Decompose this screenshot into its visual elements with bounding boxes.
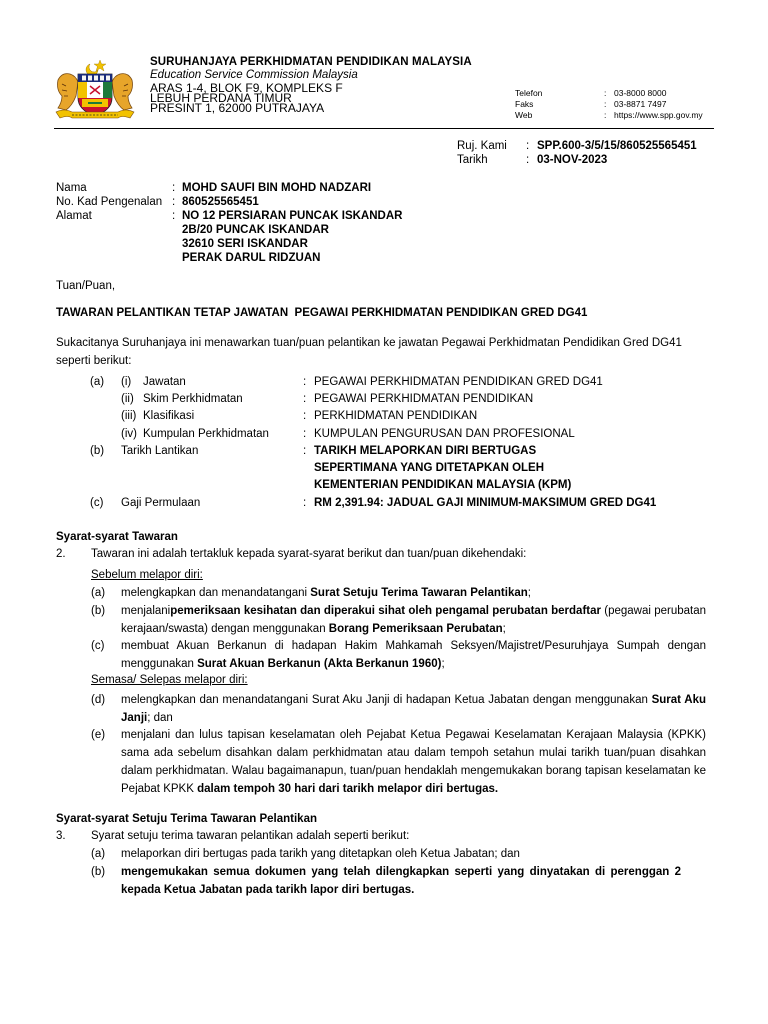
colon: : <box>303 445 307 457</box>
ic-label: No. Kad Pengenalan <box>56 196 163 208</box>
recipient-address-line-1: NO 12 PERSIARAN PUNCAK ISKANDAR <box>182 210 403 222</box>
organization-name: SURUHANJAYA PERKHIDMATAN PENDIDIKAN MALAYSIA <box>150 56 472 68</box>
ic-number: 860525565451 <box>182 196 259 208</box>
list-label: (d) <box>91 694 106 706</box>
date-label: Tarikh <box>457 154 488 166</box>
list-label: (b) <box>91 866 106 878</box>
condition-a: melengkapkan dan menandatangani Surat Setuju Terima Tawaran Pelantikan; <box>121 587 531 599</box>
acceptance-condition-a: melaporkan diri bertugas pada tarikh yang ditetapkan oleh Ketua Jabatan; dan <box>121 848 520 860</box>
appointment-date-line-2: SEPERTIMANA YANG DITETAPKAN OLEH <box>314 462 545 474</box>
name-label: Nama <box>56 182 87 194</box>
condition-b: menjalanipemeriksaan kesihatan dan diperakui sihat oleh pengamal perubatan berdaftar (pegawai perubatan kerajaan/swasta) dengan menggunakan Borang Pemeriksaan Perubatan; <box>121 605 706 635</box>
section-heading: Syarat-syarat Tawaran <box>56 531 178 543</box>
recipient-address-line-4: PERAK DARUL RIDZUAN <box>182 252 321 264</box>
field-label: Tarikh Lantikan <box>121 445 199 457</box>
web-label: Web <box>515 110 533 120</box>
field-value: PERKHIDMATAN PENDIDIKAN <box>314 410 478 422</box>
address-line-2: LEBUH PERDANA TIMUR <box>150 91 292 105</box>
item-label: (c) <box>90 497 104 509</box>
subitem-number: (ii) <box>121 393 134 405</box>
subitem-number: (iii) <box>121 410 137 422</box>
colon: : <box>172 196 176 208</box>
phone-value: 03-8000 8000 <box>614 88 667 98</box>
subitem-number: (i) <box>121 376 132 388</box>
subitem-number: (iv) <box>121 428 137 440</box>
paragraph-number: 2. <box>56 548 66 560</box>
subsection-heading: Sebelum melapor diri: <box>91 569 203 581</box>
subsection-heading: Semasa/ Selepas melapor diri: <box>91 674 248 686</box>
colon: : <box>604 99 607 109</box>
address-line-1: ARAS 1-4, BLOK F9, KOMPLEKS F <box>150 81 343 95</box>
paragraph-text: Syarat setuju terima tawaran pelantikan adalah seperti berikut: <box>91 830 410 842</box>
intro-paragraph: Sukacitanya Suruhanjaya ini menawarkan tuan/puan pelantikan ke jawatan Pegawai Perkhidmatan Pendidikan Gred DG41 seperti berikut: <box>56 337 682 367</box>
colon: : <box>303 376 307 388</box>
phone-label: Telefon <box>515 88 543 98</box>
acceptance-condition-b: mengemukakan semua dokumen yang telah dilengkapkan seperti yang dinyatakan di perenggan 2 kepada Ketua Jabatan pada tarikh lapor diri bertugas. <box>121 866 681 896</box>
salutation: Tuan/Puan, <box>56 280 116 292</box>
list-label: (c) <box>91 640 105 652</box>
recipient-address-line-3: 32610 SERI ISKANDAR <box>182 238 308 250</box>
colon: : <box>303 393 307 405</box>
paragraph-number: 3. <box>56 830 66 842</box>
colon: : <box>303 428 307 440</box>
recipient-address-line-2: 2B/20 PUNCAK ISKANDAR <box>182 224 329 236</box>
fax-label: Faks <box>515 99 534 109</box>
condition-d: melengkapkan dan menandatangani Surat Aku Janji di hadapan Ketua Jabatan dengan menggunakan Surat Aku Janji; dan <box>121 694 707 724</box>
appointment-date-line-1: TARIKH MELAPORKAN DIRI BERTUGAS <box>314 445 537 457</box>
appointment-date-line-3: KEMENTERIAN PENDIDIKAN MALAYSIA (KPM) <box>314 479 572 491</box>
section-heading: Syarat-syarat Setuju Terima Tawaran Pelantikan <box>56 813 317 825</box>
field-value: KUMPULAN PENGURUSAN DAN PROFESIONAL <box>314 428 575 440</box>
colon: : <box>526 140 530 152</box>
colon: : <box>172 210 176 222</box>
field-label: Jawatan <box>143 376 186 388</box>
address-label: Alamat <box>56 210 92 222</box>
condition-e: menjalani dan lulus tapisan keselamatan oleh Pejabat Ketua Pegawai Keselamatan Kerajaan Malaysia (KPKK) sama ada sebelum disahkan dalam perkhidmatan atau dalam tempoh setahun mulai tarikh tuan/puan disahkan dalam perkhidmatan. Walau bagaimanapun, tuan/puan hendaklah mengemukakan borang tapisan keselamatan ke Pejabat KPKK dalam tempoh 30 hari dari tarikh melapor diri bertugas. <box>121 729 706 795</box>
list-label: (b) <box>91 605 106 617</box>
web-link[interactable]: https://www.spp.gov.my <box>614 110 703 120</box>
item-label: (b) <box>90 445 105 457</box>
list-label: (e) <box>91 729 106 741</box>
colon: : <box>303 410 307 422</box>
colon: : <box>604 110 607 120</box>
date-value: 03-NOV-2023 <box>537 154 608 166</box>
recipient-name: MOHD SAUFI BIN MOHD NADZARI <box>182 182 372 194</box>
starting-salary: RM 2,391.94: JADUAL GAJI MINIMUM-MAKSIMUM GRED DG41 <box>314 497 657 509</box>
list-label: (a) <box>91 587 106 599</box>
field-value: PEGAWAI PERKHIDMATAN PENDIDIKAN <box>314 393 534 405</box>
field-value: PEGAWAI PERKHIDMATAN PENDIDIKAN GRED DG41 <box>314 376 603 388</box>
field-label: Gaji Permulaan <box>121 497 201 509</box>
header-divider <box>54 128 714 129</box>
colon: : <box>526 154 530 166</box>
item-label: (a) <box>90 376 105 388</box>
reference-label: Ruj. Kami <box>457 140 507 152</box>
colon: : <box>303 497 307 509</box>
coat-of-arms-logo <box>52 58 138 122</box>
field-label: Kumpulan Perkhidmatan <box>143 428 269 440</box>
address-line-3: PRESINT 1, 62000 PUTRAJAYA <box>150 101 325 115</box>
condition-c: membuat Akuan Berkanun di hadapan Hakim Mahkamah Seksyen/Majistret/Pesuruhjaya Sumpah dengan menggunakan Surat Akuan Berkanun (Akta Berkanun 1960); <box>121 640 706 670</box>
colon: : <box>604 88 607 98</box>
fax-value: 03-8871 7497 <box>614 99 667 109</box>
letter-subject: TAWARAN PELANTIKAN TETAP JAWATAN PEGAWAI PERKHIDMATAN PENDIDIKAN GRED DG41 <box>56 307 588 319</box>
organization-name-english: Education Service Commission Malaysia <box>150 69 358 81</box>
paragraph-text: Tawaran ini adalah tertakluk kepada syarat-syarat berikut dan tuan/puan dikehendaki: <box>91 548 527 560</box>
field-label: Skim Perkhidmatan <box>143 393 243 405</box>
colon: : <box>172 182 176 194</box>
reference-number: SPP.600-3/5/15/860525565451 <box>537 140 697 152</box>
field-label: Klasifikasi <box>143 410 195 422</box>
list-label: (a) <box>91 848 106 860</box>
